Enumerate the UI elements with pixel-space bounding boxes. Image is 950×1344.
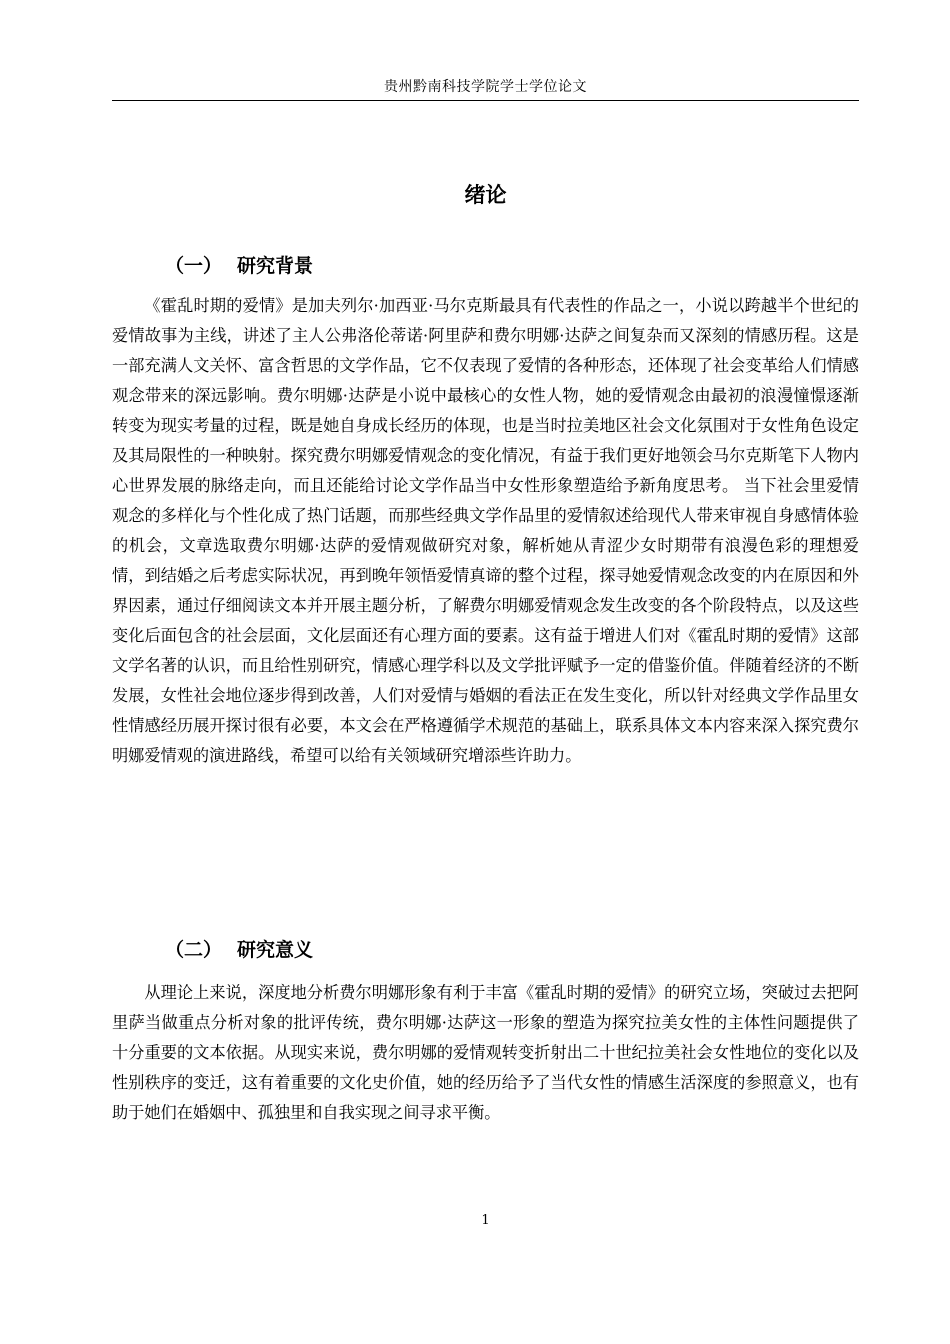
section-heading-research-significance <box>165 936 313 964</box>
chapter-title: 绪论 <box>464 183 507 207</box>
page-number: 1 <box>481 1213 490 1228</box>
section-number: （二） <box>165 939 223 961</box>
section-number: （一） <box>165 255 223 277</box>
section-title: 研究背景 <box>237 255 314 277</box>
paragraph-research-background: 《霍乱时期的爱情》是加夫列尔·加西亚·马尔克斯最具有代表性的作品之一，小说以跨越半个世纪的爱情故事为主线，讲述了主人公弗洛伦蒂诺·阿里萨和费尔明娜·达萨之间复杂而又深刻的情感历程。这是一部充满人文关怀、富含哲思的文学作品，它不仅表现了爱情的各种形态，还体现了社会变革给人们情感观念带来的深远影响。费尔明娜·达萨是小说中最核心的女性人物，她的爱情观念由最初的浪漫憧憬逐渐转变为现实考量的过程，既是她自身成长经历的体现，也是当时拉美地区社会文化氛围对于女性角色设定及其局限性的一种映射。探究费尔明娜爱情观念的变化情况，有益于我们更好地领会马尔克斯笔下人物内心世界发展的脉络走向，而且还能给讨论文学作品当中女性形象塑造给予新角度思考。 当下社会里爱情观念的多样化与个性化成了热门话题，而那些经典文学作品里的爱情叙述给现代人带来审视自身感情体验的机会，文章选取费尔明娜·达萨的爱情观做研究对象，解析她从青涩少女时期带有浪漫色彩的理想爱情，到结婚之后考虑实际状况，再到晚年领悟爱情真谛的整个过程，探寻她爱情观念改变的内在原因和外界因素，通过仔细阅读文本并开展主题分析，了解费尔明娜爱情观念发生改变的各个阶段特点，以及这些变化后面包含的社会层面，文化层面还有心理方面的要素。这有益于增进人们对《霍乱时期的爱情》这部文学名著的认识，而且给性别研究，情感心理学科以及文学批评赋予一定的借鉴价值。伴随着经济的不断发展，女性社会地位逐步得到改善，人们对爱情与婚姻的看法正在发生变化，所以针对经典文学作品里女性情感经历展开探讨很有必要，本文会在严格遵循学术规范的基础上，联系具体文本内容来深入探究费尔明娜爱情观的演进路线，希望可以给有关领域研究增添些许助力。 <box>112 296 859 765</box>
running-header: 贵州黔南科技学院学士学位论文 <box>384 79 587 95</box>
section-heading-research-background <box>165 252 313 280</box>
header-rule <box>112 100 859 101</box>
paragraph-research-significance: 从理论上来说，深度地分析费尔明娜形象有利于丰富《霍乱时期的爱情》的研究立场，突破过去把阿里萨当做重点分析对象的批评传统，费尔明娜·达萨这一形象的塑造为探究拉美女性的主体性问题提供了十分重要的文本依据。从现实来说，费尔明娜的爱情观转变折射出二十世纪拉美社会女性地位的变化以及性别秩序的变迁，这有着重要的文化史价值，她的经历给予了当代女性的情感生活深度的参照意义，也有助于她们在婚姻中、孤独里和自我实现之间寻求平衡。 <box>112 983 859 1122</box>
section-title: 研究意义 <box>237 939 314 961</box>
